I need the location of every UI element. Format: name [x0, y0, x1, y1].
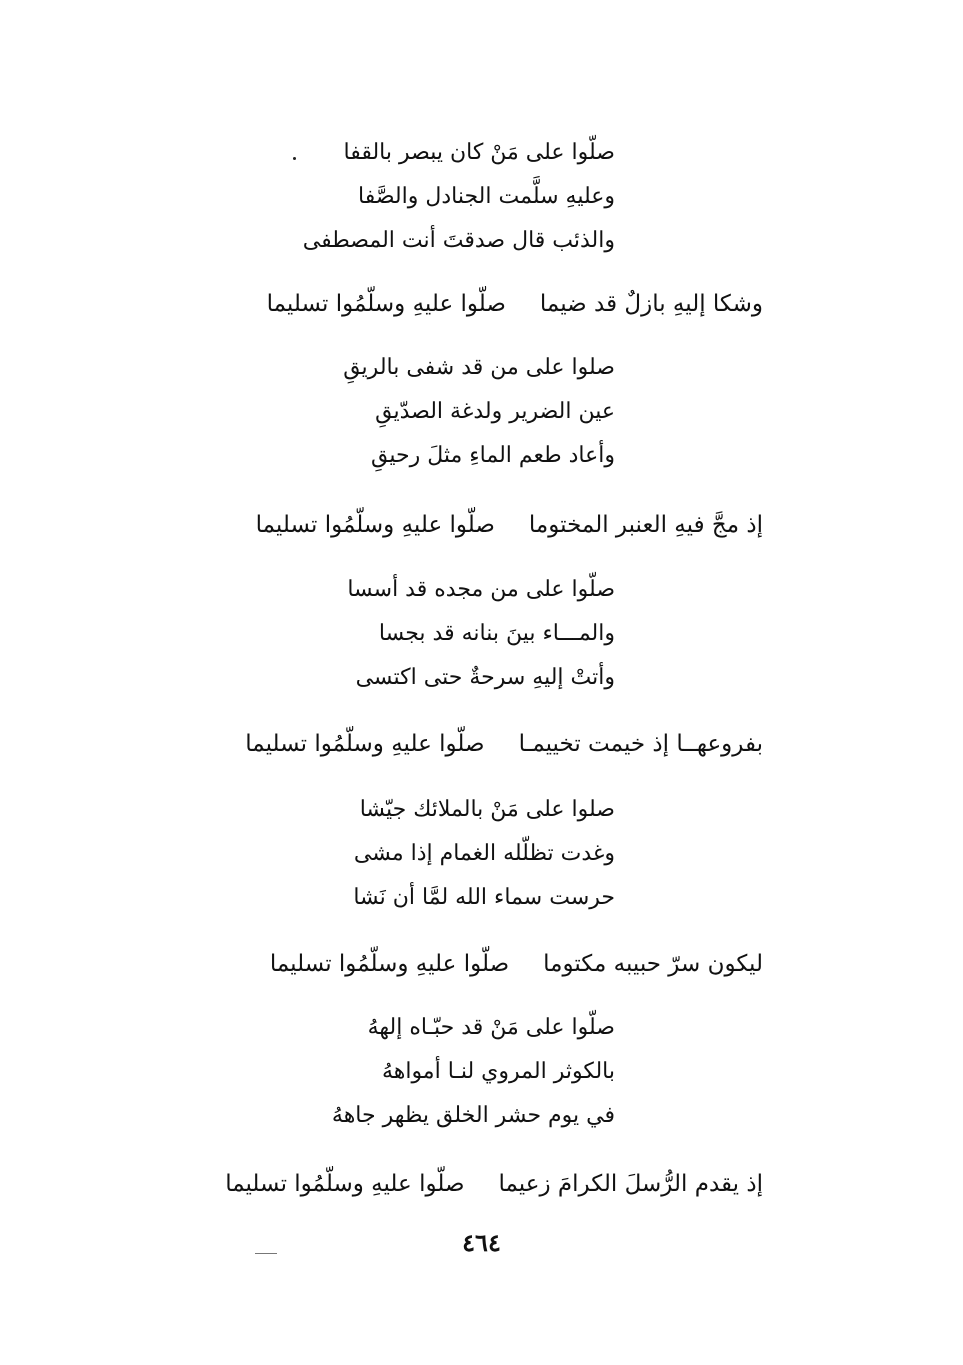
stanza-2: [275, 346, 615, 478]
refrain-verse: إذ مجَّ فيهِ العنبر المختوما: [528, 512, 763, 538]
scan-mark: [255, 1253, 277, 1254]
refrain-line-5: [163, 1164, 763, 1204]
refrain-chorus: صلّوا عليهِ وسلّمُوا تسليما: [245, 731, 485, 757]
verse-line: صلّوا على مَنْ كان يبصر بالقفا: [343, 140, 615, 165]
refrain-line-2: [163, 505, 763, 545]
verse-line: صلّوا على من مجده قد أسسا: [347, 577, 615, 602]
verse-line: وعليهِ سلَّمت الجنادل والصَّفا: [358, 184, 615, 209]
verse-line: صلّوا على مَنْ قد حبّـاه إلههُ: [367, 1015, 615, 1040]
scan-speck: [293, 157, 296, 160]
verse-line: والمـــاء بينَ بنانه قد بجسا: [378, 621, 615, 646]
refrain-verse: وشكا إليهِ بازلٌ قد ضيما: [539, 291, 763, 317]
verse-line: بالكوثر المروي لنـا أمواههُ: [381, 1059, 615, 1084]
verse-line: صلوا على مَنْ بالملائك جيّشا: [359, 797, 615, 822]
refrain-line-1: [163, 284, 763, 324]
refrain-chorus: صلّوا عليهِ وسلّمُوا تسليما: [266, 291, 506, 317]
verse-line: حرست سماء الله لمَّا أن نَشا: [353, 885, 615, 910]
stanza-1: [275, 131, 615, 263]
verse-line: والذئب قال صدقتَ أنت المصطفى: [302, 228, 615, 253]
refrain-line-3: [163, 724, 763, 764]
verse-line: وأعاد طعم الماءِ مثلَ رحيقِ: [371, 443, 615, 468]
verse-line: وأتتْ إليهِ سرحةٌ حتى اكتسى: [355, 665, 615, 690]
refrain-chorus: صلّوا عليهِ وسلّمُوا تسليما: [269, 951, 510, 977]
verse-line: وغدت تظلّله الغمام إذا مشى: [353, 841, 615, 866]
refrain-chorus: صلّوا عليهِ وسلّمُوا تسليما: [225, 1171, 465, 1197]
verse-line: في يوم حشر الخلق يظهر جاههُ: [331, 1103, 615, 1128]
refrain-line-4: [163, 944, 763, 984]
refrain-verse: ليكون سرّ حبيبه مكتوما: [543, 951, 763, 977]
refrain-verse: إذ يقدم الرُّسلَ الكرامَ زعيما: [498, 1171, 763, 1197]
verse-line: صلوا على من قد شفى بالريقِ: [343, 355, 615, 380]
refrain-verse: بفروعهــا إذ خيمت تخييمـا: [518, 731, 763, 757]
stanza-4: [275, 788, 615, 920]
refrain-chorus: صلّوا عليهِ وسلّمُوا تسليما: [255, 512, 495, 538]
verse-line: عين الضرير ولدغة الصدّيقِ: [375, 399, 615, 424]
stanza-5: [275, 1006, 615, 1138]
stanza-3: [275, 568, 615, 700]
page-number: ٤٦٤: [462, 1228, 501, 1257]
